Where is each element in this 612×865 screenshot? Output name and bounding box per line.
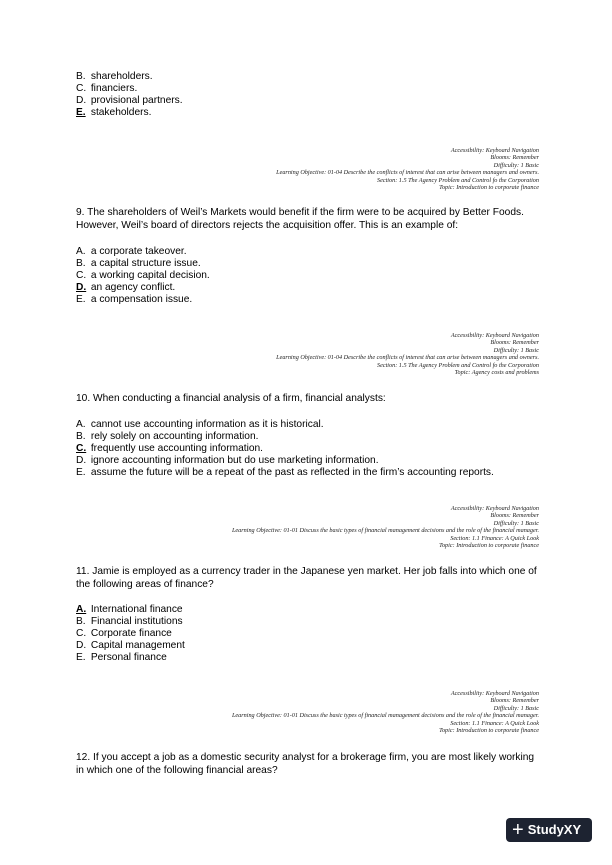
meta-line: Blooms: Remember xyxy=(490,697,539,705)
q9-metadata xyxy=(119,332,539,376)
meta-line: Difficulty: 1 Basic xyxy=(493,519,539,527)
option-row xyxy=(76,294,541,306)
option-letter: D. xyxy=(76,640,87,651)
meta-line: Topic: Introduction to corporate finance xyxy=(439,542,539,550)
option-letter: E. xyxy=(76,652,86,663)
option-text: Personal finance xyxy=(90,652,167,663)
option-text: a working capital decision. xyxy=(90,270,210,281)
q8-options xyxy=(76,71,541,119)
option-letter: B. xyxy=(76,258,86,269)
meta-line: Topic: Introduction to corporate finance xyxy=(439,727,539,735)
option-row xyxy=(76,467,541,479)
q11-metadata xyxy=(119,690,539,734)
option-letter: A. xyxy=(76,246,86,257)
option-letter: B. xyxy=(76,616,86,627)
option-row xyxy=(76,258,541,270)
option-row xyxy=(76,628,541,640)
meta-line: Blooms: Remember xyxy=(490,339,539,347)
q9-options xyxy=(76,246,541,306)
option-letter: E. xyxy=(76,294,86,305)
option-letter: C. xyxy=(76,270,87,281)
meta-line: Blooms: Remember xyxy=(490,154,539,162)
q10-metadata xyxy=(119,505,539,549)
meta-line: Difficulty: 1 Basic xyxy=(493,161,539,169)
q10-options xyxy=(76,419,541,479)
option-row-correct xyxy=(76,604,541,616)
meta-line: Blooms: Remember xyxy=(490,512,539,520)
meta-line: Accessibility: Keyboard Navigation xyxy=(450,505,539,512)
meta-line: Section: 1.5 The Agency Problem and Control fo the Corporation xyxy=(376,176,539,184)
option-row xyxy=(76,71,541,83)
meta-line: Difficulty: 1 Basic xyxy=(493,346,539,354)
option-row-correct xyxy=(76,107,541,119)
option-text: Financial institutions xyxy=(90,616,183,627)
q10-question: 10. When conducting a financial analysis of a firm, financial analysts: xyxy=(76,393,386,404)
logo-text: StudyXY xyxy=(527,822,582,837)
option-row xyxy=(76,652,541,664)
q11-question: 11. Jamie is employed as a currency trader in the Japanese yen market. Her job falls into which one of the following areas of finance? xyxy=(76,566,537,590)
meta-line: Learning Objective: 01-04 Describe the conflicts of interest that can arise between managers and owners. xyxy=(276,354,539,362)
option-row xyxy=(76,640,541,652)
meta-line: Section: 1.1 Finance: A Quick Look xyxy=(450,719,539,727)
option-text: rely solely on accounting information. xyxy=(90,431,259,442)
meta-line: Accessibility: Keyboard Navigation xyxy=(450,332,539,339)
option-row xyxy=(76,246,541,258)
correct-option-letter: A. xyxy=(76,604,87,615)
meta-line: Section: 1.1 Finance: A Quick Look xyxy=(450,534,539,542)
option-text: a compensation issue. xyxy=(90,294,193,305)
meta-line: Topic: Agency costs and problems xyxy=(454,369,539,377)
option-text: a capital structure issue. xyxy=(90,258,201,269)
option-text: a corporate takeover. xyxy=(90,246,187,257)
option-text: stakeholders. xyxy=(90,107,152,118)
option-row xyxy=(76,431,541,443)
option-text: an agency conflict. xyxy=(90,282,176,293)
option-text: financiers. xyxy=(90,83,138,94)
option-row xyxy=(76,616,541,628)
option-letter: A. xyxy=(76,419,86,430)
option-row-correct xyxy=(76,443,541,455)
option-letter: D. xyxy=(76,455,87,466)
meta-line: Section: 1.5 The Agency Problem and Control fo the Corporation xyxy=(376,361,539,369)
correct-option-letter: D. xyxy=(76,282,87,293)
meta-line: Topic: Introduction to corporate finance xyxy=(439,184,539,192)
option-row xyxy=(76,95,541,107)
option-letter: D. xyxy=(76,95,87,106)
correct-option-letter: C. xyxy=(76,443,87,454)
option-text: ignore accounting information but do use marketing information. xyxy=(90,455,379,466)
option-text: frequently use accounting information. xyxy=(90,443,264,454)
option-text: Corporate finance xyxy=(90,628,172,639)
option-row xyxy=(76,83,541,95)
option-row xyxy=(76,419,541,431)
option-text: assume the future will be a repeat of the past as reflected in the firm’s accounting reports. xyxy=(90,467,494,478)
meta-line: Learning Objective: 01-01 Discuss the basic types of financial management decisions and the role of the financial manager. xyxy=(231,712,539,720)
option-row-correct xyxy=(76,282,541,294)
option-text: provisional partners. xyxy=(90,95,183,106)
meta-line: Learning Objective: 01-04 Describe the conflicts of interest that can arise between managers and owners. xyxy=(276,169,539,177)
meta-line: Learning Objective: 01-01 Discuss the basic types of financial management decisions and the role of the financial manager. xyxy=(231,527,539,535)
q8-metadata xyxy=(119,147,539,191)
option-letter: C. xyxy=(76,83,87,94)
option-text: International finance xyxy=(90,604,183,615)
meta-line: Difficulty: 1 Basic xyxy=(493,704,539,712)
option-text: cannot use accounting information as it is historical. xyxy=(90,419,324,430)
meta-line: Accessibility: Keyboard Navigation xyxy=(450,690,539,697)
option-letter: C. xyxy=(76,628,87,639)
meta-line: Accessibility: Keyboard Navigation xyxy=(450,147,539,154)
option-letter: B. xyxy=(76,431,86,442)
correct-option-letter: E. xyxy=(76,107,86,118)
q9-question: 9. The shareholders of Weil’s Markets would benefit if the firm were to be acquired by Better Foods. However, Weil’s board of directors rejects the acquisition offer. This is an example of: xyxy=(76,207,524,231)
option-letter: E. xyxy=(76,467,86,478)
option-letter: B. xyxy=(76,71,86,82)
option-row xyxy=(76,270,541,282)
plus-icon: + xyxy=(512,819,524,841)
option-row xyxy=(76,455,541,467)
option-text: shareholders. xyxy=(90,71,153,82)
q12-question: 12. If you accept a job as a domestic security analyst for a brokerage firm, you are most likely working in which one of the following financial areas? xyxy=(76,752,535,776)
option-text: Capital management xyxy=(90,640,185,651)
q11-options xyxy=(76,604,541,664)
studyxy-logo xyxy=(506,818,592,842)
